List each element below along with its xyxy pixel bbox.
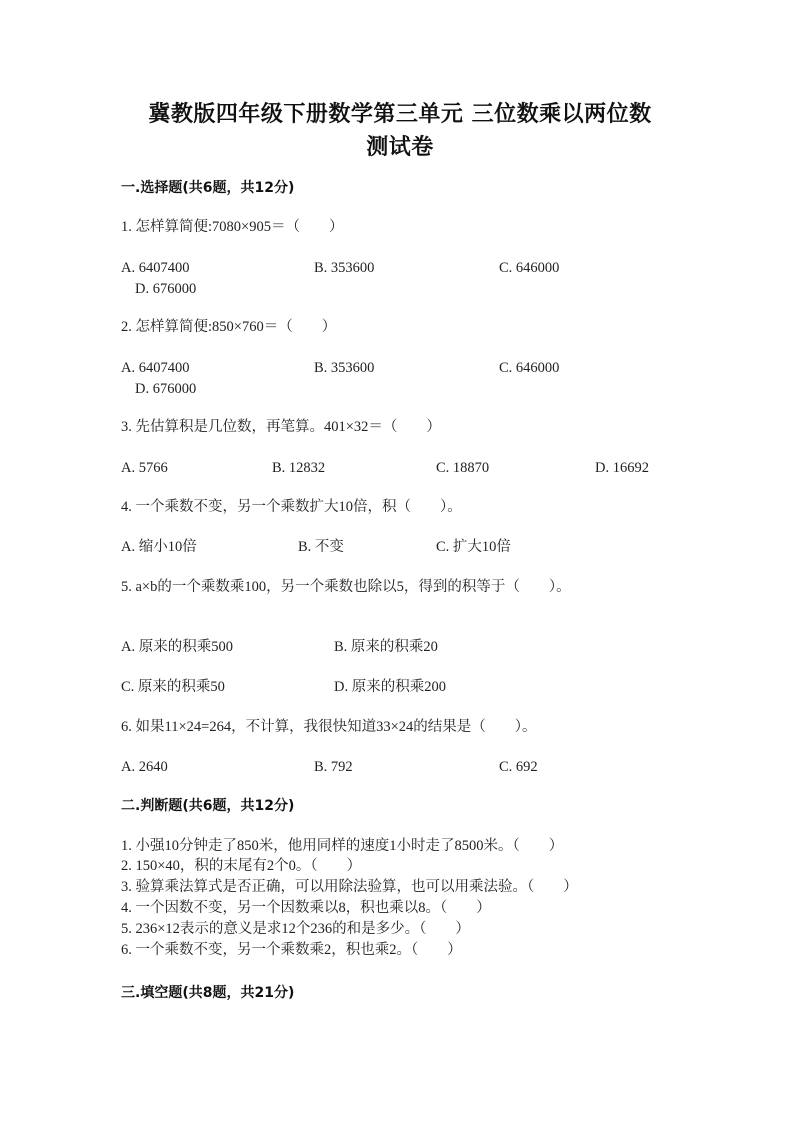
q5-option-a: A. 原来的积乘500 xyxy=(121,639,233,655)
q3-option-c: C. 18870 xyxy=(436,460,490,476)
q2-option-a: A. 6407400 xyxy=(121,360,190,376)
q4-option-a: A. 缩小10倍 xyxy=(121,539,197,555)
q3-option-b: B. 12832 xyxy=(272,460,326,476)
q2-option-c: C. 646000 xyxy=(499,360,560,376)
exam-title-line1: 冀教版四年级下册数学第三单元 三位数乘以两位数 xyxy=(148,102,652,127)
tf-question-6: 6. 一个乘数不变，另一个乘数乘2，积也乘2。（ ） xyxy=(121,942,462,958)
tf-question-4: 4. 一个因数不变，另一个因数乘以8，积也乘以8。（ ） xyxy=(121,900,491,916)
tf-question-1: 1. 小强10分钟走了850米，他用同样的速度1小时走了8500米。（ ） xyxy=(121,838,564,854)
question-2: 2. 怎样算简便:850×760＝（ ） xyxy=(121,319,337,335)
question-1: 1. 怎样算简便:7080×905＝（ ） xyxy=(121,219,344,235)
question-3: 3. 先估算积是几位数，再笔算。401×32＝（ ） xyxy=(121,419,441,435)
question-5: 5. a×b的一个乘数乘100，另一个乘数也除以5，得到的积等于（ ）。 xyxy=(121,579,571,595)
q1-option-d: D. 676000 xyxy=(135,281,197,297)
q3-option-a: A. 5766 xyxy=(121,460,168,476)
q5-option-b: B. 原来的积乘20 xyxy=(334,639,438,655)
q4-option-c: C. 扩大10倍 xyxy=(436,539,511,555)
exam-title-line2: 测试卷 xyxy=(366,135,434,160)
q1-option-c: C. 646000 xyxy=(499,260,560,276)
section-heading-fill-blank: 三.填空题(共8题，共21分) xyxy=(121,985,295,1001)
q6-option-c: C. 692 xyxy=(499,759,538,775)
q1-option-a: A. 6407400 xyxy=(121,260,190,276)
tf-question-5: 5. 236×12表示的意义是求12个236的和是多少。（ ） xyxy=(121,921,470,937)
q2-option-d: D. 676000 xyxy=(135,381,197,397)
q1-option-b: B. 353600 xyxy=(314,260,375,276)
section-heading-true-false: 二.判断题(共6题，共12分) xyxy=(121,798,295,814)
q6-option-a: A. 2640 xyxy=(121,759,168,775)
tf-question-3: 3. 验算乘法算式是否正确，可以用除法验算，也可以用乘法验。（ ） xyxy=(121,879,578,895)
question-6: 6. 如果11×24=264，不计算，我很快知道33×24的结果是（ ）。 xyxy=(121,719,537,735)
q2-option-b: B. 353600 xyxy=(314,360,375,376)
section-heading-choice: 一.选择题(共6题，共12分) xyxy=(121,180,295,196)
tf-question-2: 2. 150×40，积的末尾有2个0。（ ） xyxy=(121,858,362,874)
q3-option-d: D. 16692 xyxy=(595,460,649,476)
question-4: 4. 一个乘数不变，另一个乘数扩大10倍，积（ ）。 xyxy=(121,499,462,515)
q6-option-b: B. 792 xyxy=(314,759,353,775)
q5-option-c: C. 原来的积乘50 xyxy=(121,679,225,695)
q5-option-d: D. 原来的积乘200 xyxy=(334,679,446,695)
q4-option-b: B. 不变 xyxy=(298,539,344,555)
